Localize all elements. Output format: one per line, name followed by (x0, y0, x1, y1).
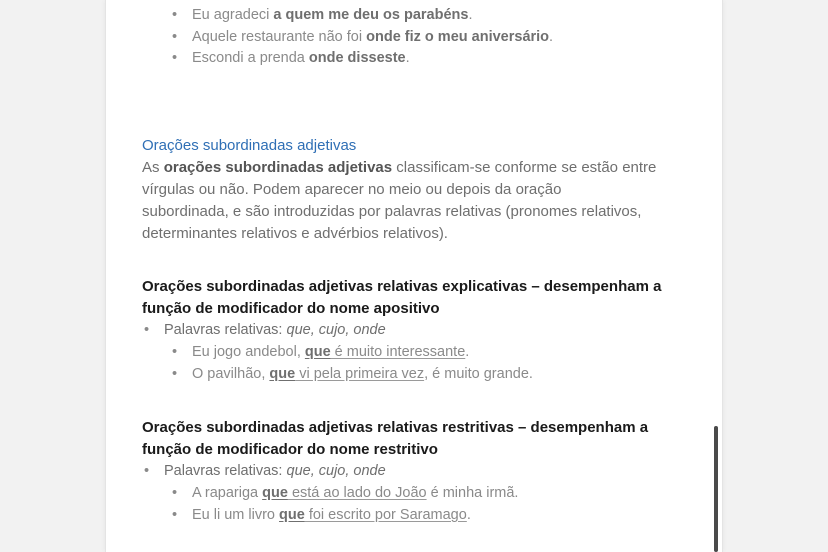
bullet-icon: • (172, 485, 178, 501)
list-item: • Palavras relativas: que, cujo, onde (144, 463, 386, 479)
bullet-icon: • (172, 507, 178, 523)
bullet-icon: • (144, 322, 150, 338)
paragraph-line: vírgulas ou não. Podem aparecer no meio ou depois da oração (142, 181, 562, 198)
section-title-line: Orações subordinadas adjetivas relativas explicativas – desempenham a (142, 278, 662, 295)
document-page (106, 0, 722, 552)
list-item: • Eu li um livro que foi escrito por Saramago. (172, 507, 471, 523)
list-item: • Eu agradeci a quem me deu os parabéns. (172, 7, 473, 23)
list-item: • Escondi a prenda onde disseste. (172, 50, 410, 66)
bullet-icon: • (172, 29, 178, 45)
scrollbar-thumb[interactable] (714, 426, 718, 552)
bullet-icon: • (172, 50, 178, 66)
list-item: • O pavilhão, que vi pela primeira vez, é muito grande. (172, 366, 533, 382)
section-heading: Orações subordinadas adjetivas (142, 137, 357, 154)
list-item: • Palavras relativas: que, cujo, onde (144, 322, 386, 338)
list-item: • Eu jogo andebol, que é muito interessante. (172, 344, 470, 360)
bullet-icon: • (172, 344, 178, 360)
list-item: • A rapariga que está ao lado do João é minha irmã. (172, 485, 519, 501)
section-title-line: função de modificador do nome restritivo (142, 441, 438, 458)
paragraph-line: determinantes relativos e advérbios relativos). (142, 225, 448, 242)
paragraph-line: subordinada, e são introduzidas por palavras relativas (pronomes relativos, (142, 203, 642, 220)
section-title-line: Orações subordinadas adjetivas relativas restritivas – desempenham a (142, 419, 649, 436)
paragraph-line: As orações subordinadas adjetivas classificam-se conforme se estão entre (142, 159, 657, 176)
list-item: • Aquele restaurante não foi onde fiz o meu aniversário. (172, 29, 554, 45)
bullet-icon: • (172, 366, 178, 382)
bullet-icon: • (172, 7, 178, 23)
bullet-icon: • (144, 463, 150, 479)
section-title-line: função de modificador do nome apositivo (142, 300, 440, 317)
